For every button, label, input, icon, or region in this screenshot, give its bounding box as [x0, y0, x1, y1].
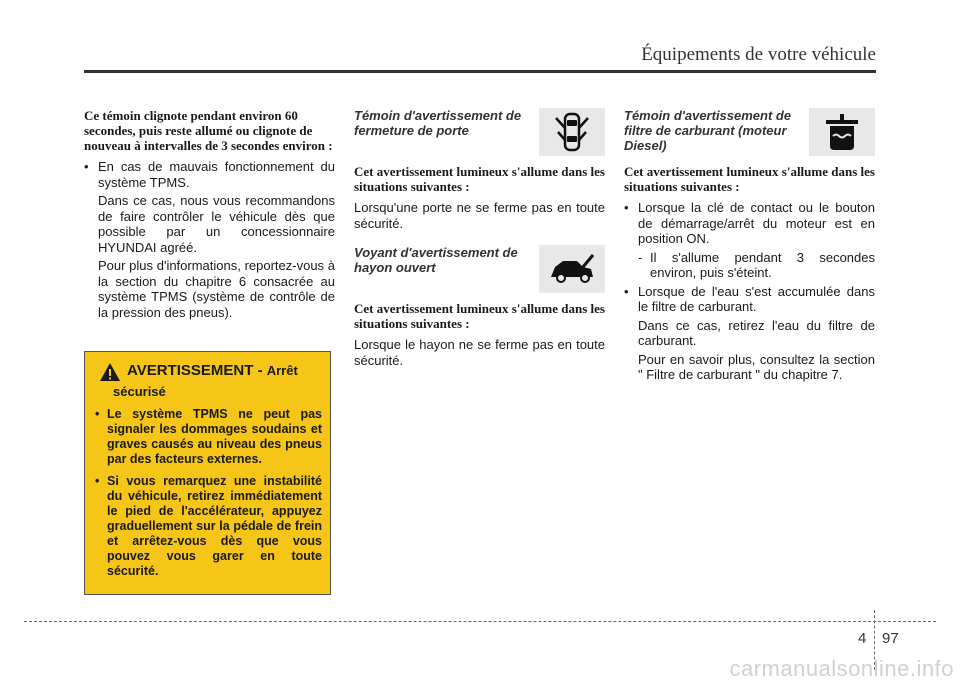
column-tpms: [84, 108, 335, 323]
fuel-filter-bullet-water: • Lorsque de l'eau s'est accumulée dans le filtre de carburant.: [624, 284, 875, 315]
warning-title: [93, 362, 322, 382]
page-number: 97: [882, 630, 899, 647]
footer-rule: [24, 621, 936, 622]
trunk-open-icon: [539, 245, 605, 293]
tpms-intro: Ce témoin clignote pendant environ 60 secondes, puis reste allumé ou clignote de nouveau à intervalles de 3 secondes environ :: [84, 108, 333, 153]
warning-triangle-icon: [99, 362, 121, 382]
fuel-filter-heading: Témoin d'avertissement de filtre de carburant (moteur Diesel): [624, 108, 792, 153]
trunk-warning-header: [354, 245, 605, 295]
door-warning-header: [354, 108, 605, 158]
warning-title-sub: Arrêt: [266, 363, 298, 378]
fuel-filter-dash: - Il s'allume pendant 3 secondes environ, puis s'éteint.: [638, 249, 875, 280]
fuel-filter-lead: Cet avertissement lumineux s'allume dans les situations suivantes :: [624, 164, 875, 194]
tpms-para-info: Pour plus d'informations, reportez-vous à la section du chapitre 6 consacrée au système TPMS (système de contrôle de la pression des pneus).: [98, 258, 335, 320]
fuel-filter-para-remove: Dans ce cas, retirez l'eau du filtre de carburant.: [638, 317, 875, 348]
door-open-icon: [539, 108, 605, 156]
tpms-para-dealer: Dans ce cas, nous vous recommandons de faire contrôler le véhicule dès que possible par un concessionnaire HYUNDAI agréé.: [98, 193, 335, 255]
warning-box: [84, 351, 331, 595]
fuel-filter-water-icon: [809, 108, 875, 156]
warning-item-2: • Si vous remarquez une instabilité du véhicule, retirez immédiatement le pied de l'accélérateur, appuyez graduellement sur la pédale de frein et arrêtez-vous dès que vous pouvez vous garer en toute sécurité.: [93, 474, 322, 579]
door-warning-heading: Témoin d'avertissement de fermeture de porte: [354, 108, 522, 138]
trunk-warning-heading: Voyant d'avertissement de hayon ouvert: [354, 245, 518, 275]
column-fuel-filter: [624, 108, 875, 386]
door-warning-text: Lorsqu'une porte ne se ferme pas en toute sécurité.: [354, 200, 605, 231]
chapter-number: 4: [858, 630, 867, 647]
page-header-title: Équipements de votre véhicule: [641, 44, 876, 65]
fuel-filter-header: [624, 108, 875, 158]
fuel-filter-para-info: Pour en savoir plus, consultez la section " Filtre de carburant " du chapitre 7.: [638, 351, 875, 382]
tpms-bullet-malfunction: • En cas de mauvais fonctionnement du système TPMS.: [84, 159, 335, 190]
trunk-warning-text: Lorsque le hayon ne se ferme pas en toute sécurité.: [354, 337, 605, 368]
warning-title-line2: sécurisé: [113, 384, 166, 399]
door-warning-lead: Cet avertissement lumineux s'allume dans les situations suivantes :: [354, 164, 605, 194]
fuel-filter-bullet-on: • Lorsque la clé de contact ou le bouton de démarrage/arrêt du moteur est en position ON.: [624, 200, 875, 247]
watermark: carmanualsonline.info: [729, 656, 954, 681]
column-door-trunk: [354, 108, 605, 368]
header-rule: [84, 70, 876, 73]
trunk-warning-lead: Cet avertissement lumineux s'allume dans les situations suivantes :: [354, 301, 605, 331]
fuel-filter-dash-text: Il s'allume pendant 3 secondes environ, puis s'éteint.: [650, 249, 875, 280]
warning-title-main: AVERTISSEMENT -: [127, 362, 267, 379]
warning-item-1: • Le système TPMS ne peut pas signaler les dommages soudains et graves causés au niveau des pneus par des facteurs externes.: [93, 407, 322, 467]
